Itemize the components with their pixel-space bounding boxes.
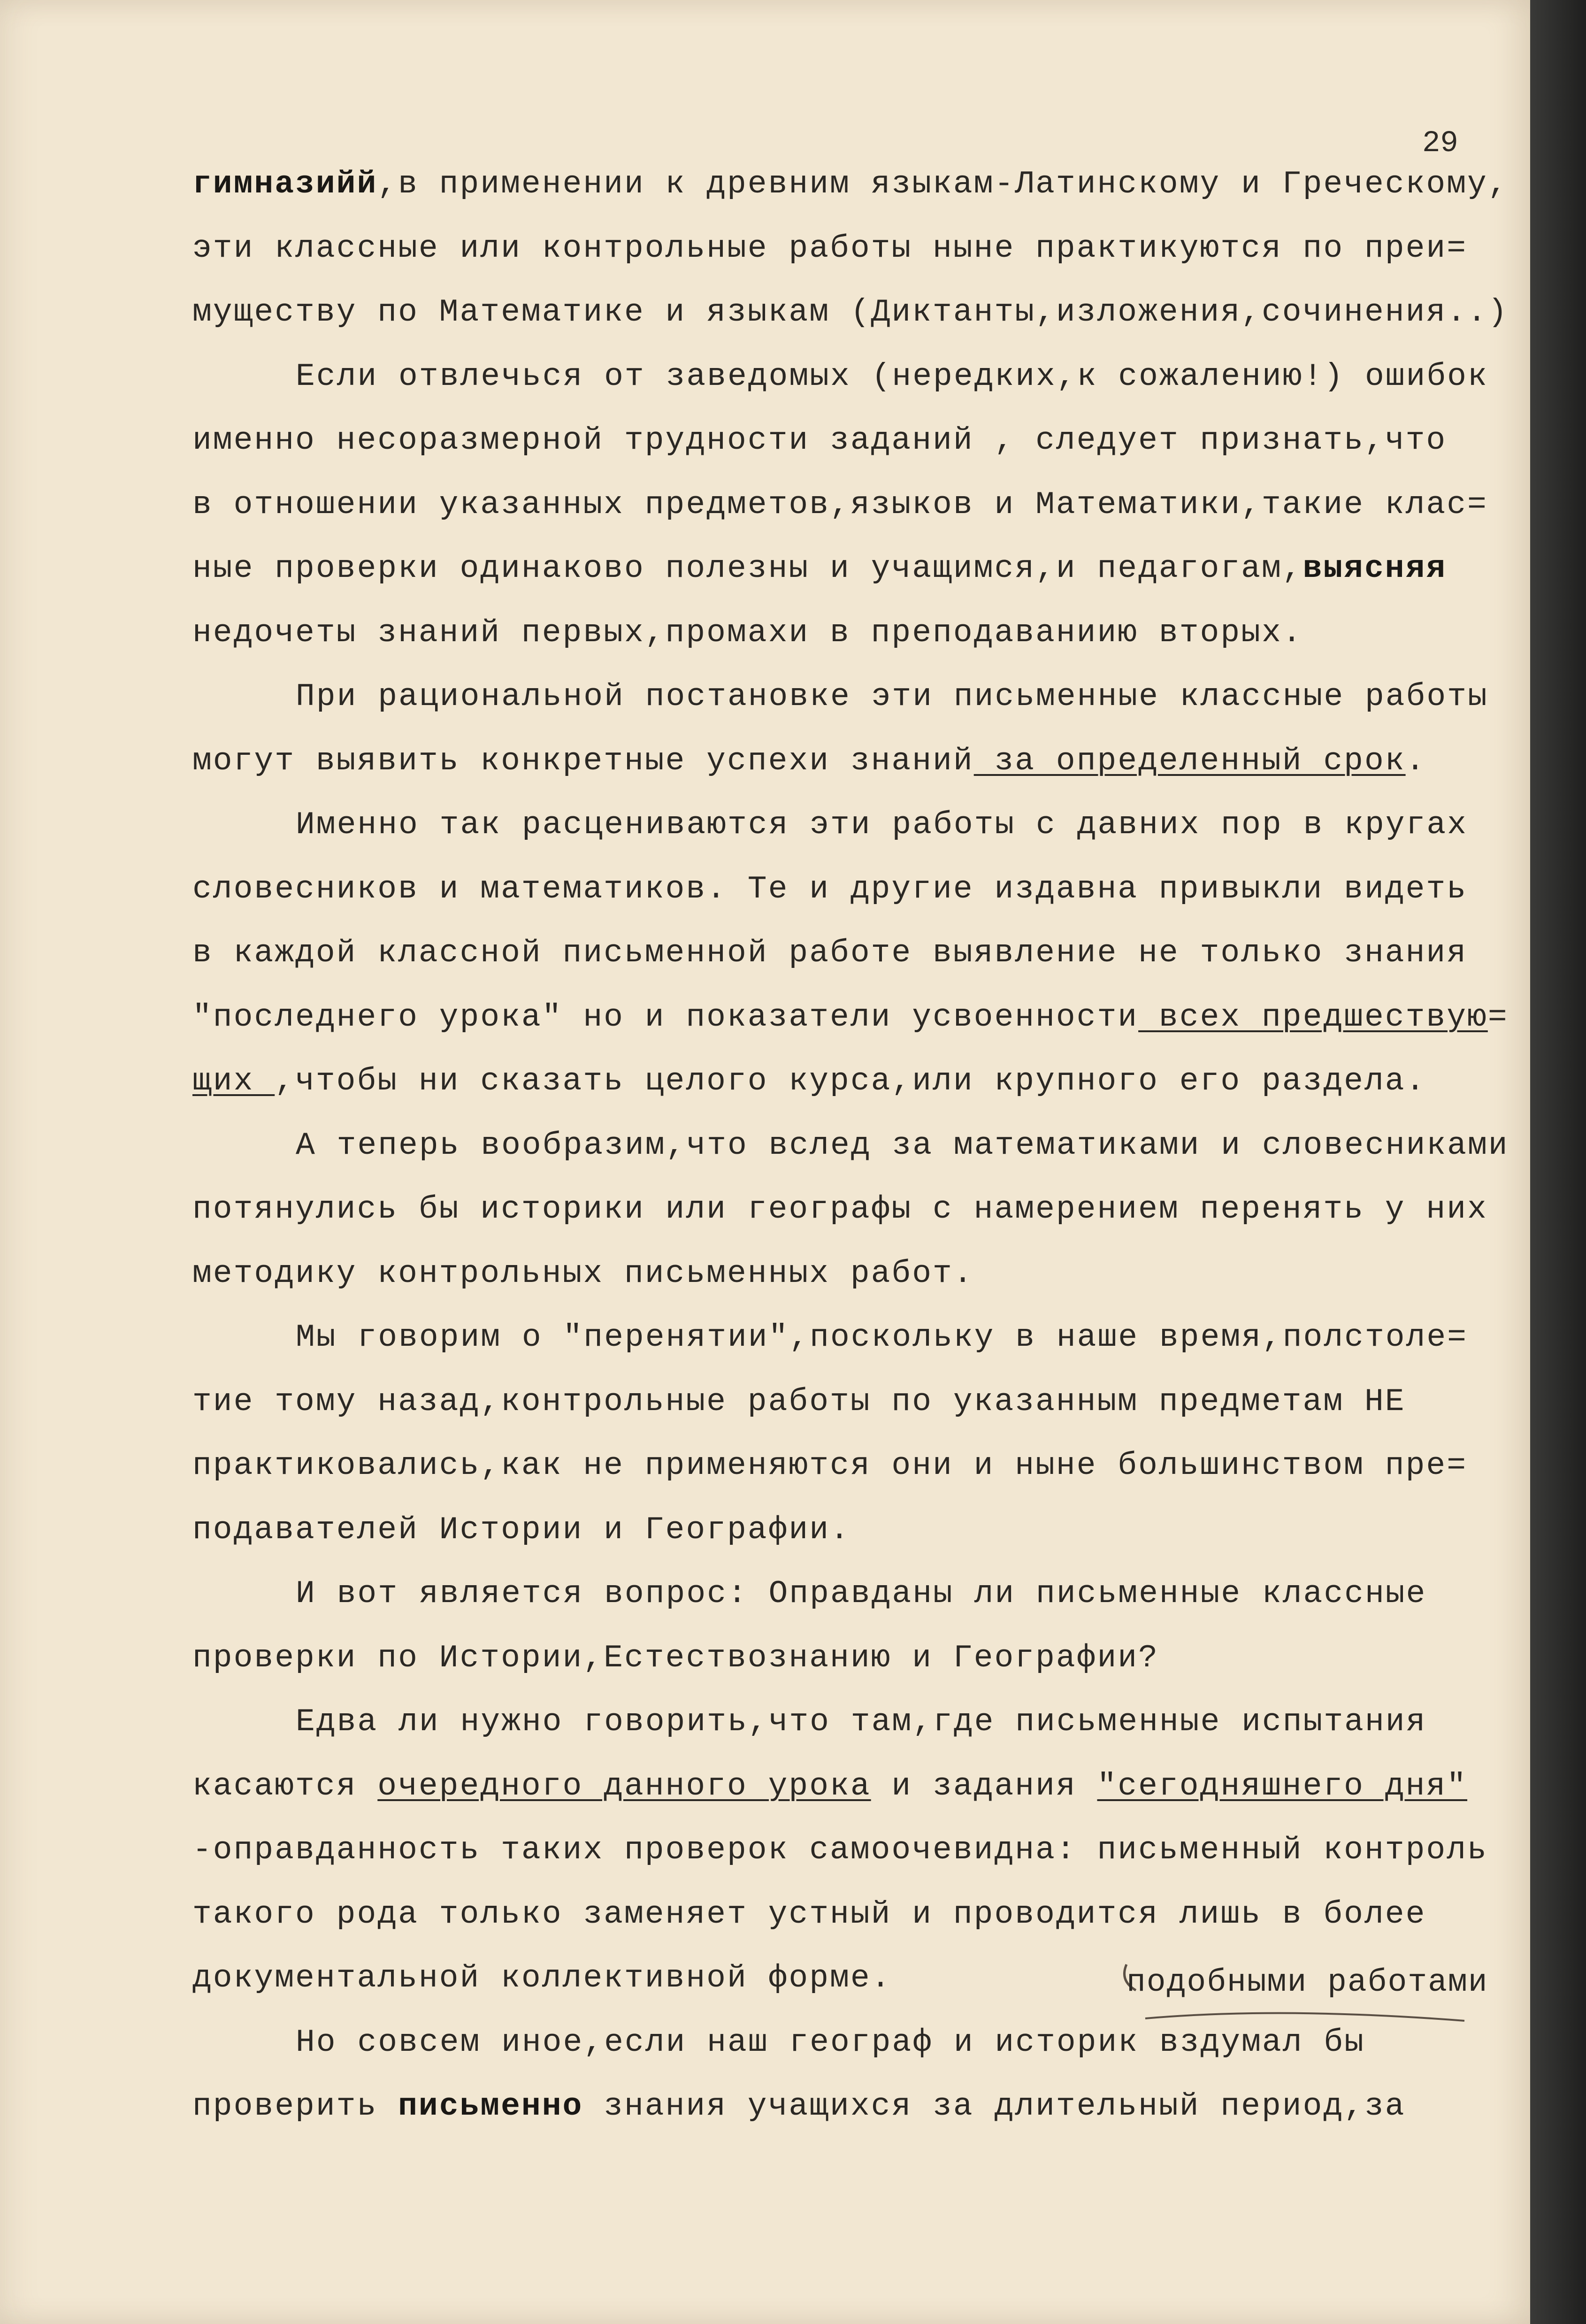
line-text: Если отвлечься от заведомых (нередких,к сожалению!) ошибок <box>296 358 1488 395</box>
line-text: касаются <box>192 1768 378 1804</box>
underlined-text: за определенный срок <box>973 743 1406 779</box>
line-text: потянулись бы историки или географы с намерением перенять у них <box>192 1191 1488 1227</box>
line-text: и задания <box>871 1768 1097 1804</box>
underlined-text: всех предшествую <box>1138 999 1488 1035</box>
line-text: И вот является вопрос: Оправданы ли письменные классные <box>296 1576 1427 1612</box>
line-text: Мы говорим о "перенятии",поскольку в наше время,полстоле= <box>296 1319 1468 1356</box>
line-text: такого рода только заменяет устный и проводится лишь в более <box>192 1896 1426 1933</box>
struck-out-word: письменно <box>398 2088 583 2125</box>
text-line <box>192 1690 1535 1755</box>
line-text: ные проверки одинаково полезны и учащимся,и педагогам, <box>192 551 1303 587</box>
text-line <box>192 153 1535 217</box>
line-text: Едва ли нужно говорить,что там,где письменные испытания <box>296 1704 1427 1740</box>
text-line <box>192 793 1535 858</box>
text-line <box>192 1562 1535 1626</box>
line-text: Но совсем иное,если наш географ и историк вздумал бы <box>296 2024 1365 2061</box>
line-text: . <box>1405 743 1426 779</box>
binding-edge <box>1530 0 1586 2324</box>
line-text: "последнего урока" но и показатели усвоенности <box>192 999 1139 1035</box>
text-line <box>192 665 1535 729</box>
line-text: могут выявить конкретные успехи знаний <box>192 743 974 779</box>
line-text: методику контрольных письменных работ. <box>192 1255 974 1292</box>
struck-out-word: гимназийй <box>192 166 378 202</box>
text-line <box>192 986 1535 1050</box>
line-text: практиковались,как не применяются они и ныне большинством пре= <box>192 1448 1468 1484</box>
text-line <box>192 217 1535 281</box>
text-line <box>192 601 1535 666</box>
text-line <box>192 1370 1535 1434</box>
underlined-text: очередного данного урока <box>377 1768 871 1804</box>
text-line <box>192 1818 1535 1883</box>
line-text: = <box>1487 999 1509 1035</box>
underlined-text: "сегодняшнего дня" <box>1097 1768 1468 1804</box>
line-text: проверки по Истории,Естествознанию и Географии? <box>192 1640 1159 1676</box>
text-line <box>192 537 1535 601</box>
text-line <box>192 1434 1535 1498</box>
text-line <box>192 1498 1535 1563</box>
line-text: ,в применении к древним языкам-Латинскому и Греческому, <box>377 166 1509 202</box>
line-text: именно несоразмерной трудности заданий , следует признать,что <box>192 422 1447 459</box>
struck-out-word: выясняя <box>1303 551 1447 587</box>
text-line <box>192 2075 1535 2139</box>
text-line <box>192 858 1535 922</box>
text-line <box>192 729 1535 794</box>
typed-text-body <box>192 153 1535 2139</box>
line-text: тие тому назад,контрольные работы по указанным предметам НЕ <box>192 1383 1406 1420</box>
text-line <box>192 1883 1535 1947</box>
line-text: При рациональной постановке эти письменные классные работы <box>296 679 1488 715</box>
text-line <box>192 345 1535 409</box>
text-line <box>192 1306 1535 1370</box>
line-text: -оправданность таких проверок самоочевидна: письменный контроль <box>192 1832 1488 1868</box>
text-line <box>192 1178 1535 1242</box>
handwritten-insertion-note: подобными работами <box>1126 1964 1488 2001</box>
underlined-text: щих <box>192 1063 275 1099</box>
line-text: документальной коллективной форме. <box>192 1960 892 1996</box>
text-line <box>192 1050 1535 1114</box>
line-text: в отношении указанных предметов,языков и Математики,такие клас= <box>192 486 1488 523</box>
text-line <box>192 409 1535 473</box>
text-line <box>192 1114 1535 1178</box>
line-text: проверить <box>192 2088 398 2125</box>
text-line <box>192 1242 1535 1306</box>
text-line <box>192 1626 1535 1691</box>
text-line <box>192 281 1535 345</box>
line-text: знания учащихся за длительный период,за <box>583 2088 1406 2125</box>
text-line <box>192 921 1535 986</box>
line-text: А теперь вообразим,что вслед за математиками и словесниками <box>296 1127 1509 1164</box>
line-text: недочеты знаний первых,промахи в преподаваниию вторых. <box>192 614 1303 651</box>
text-line <box>192 1755 1535 1819</box>
page-number: 29 <box>1422 127 1458 161</box>
line-text: в каждой классной письменной работе выявление не только знания <box>192 935 1468 971</box>
line-text: словесников и математиков. Те и другие издавна привыкли видеть <box>192 871 1468 907</box>
line-text: эти классные или контрольные работы ныне практикуются по преи= <box>192 230 1468 267</box>
line-text: подавателей Истории и Географии. <box>192 1511 850 1548</box>
line-text: Именно так расцениваются эти работы с давних пор в кругах <box>296 807 1468 843</box>
text-line <box>192 473 1535 537</box>
line-text: муществу по Математике и языкам (Диктанты,изложения,сочинения..) <box>192 294 1509 330</box>
line-text: ,чтобы ни сказать целого курса,или крупного его раздела. <box>275 1063 1426 1099</box>
